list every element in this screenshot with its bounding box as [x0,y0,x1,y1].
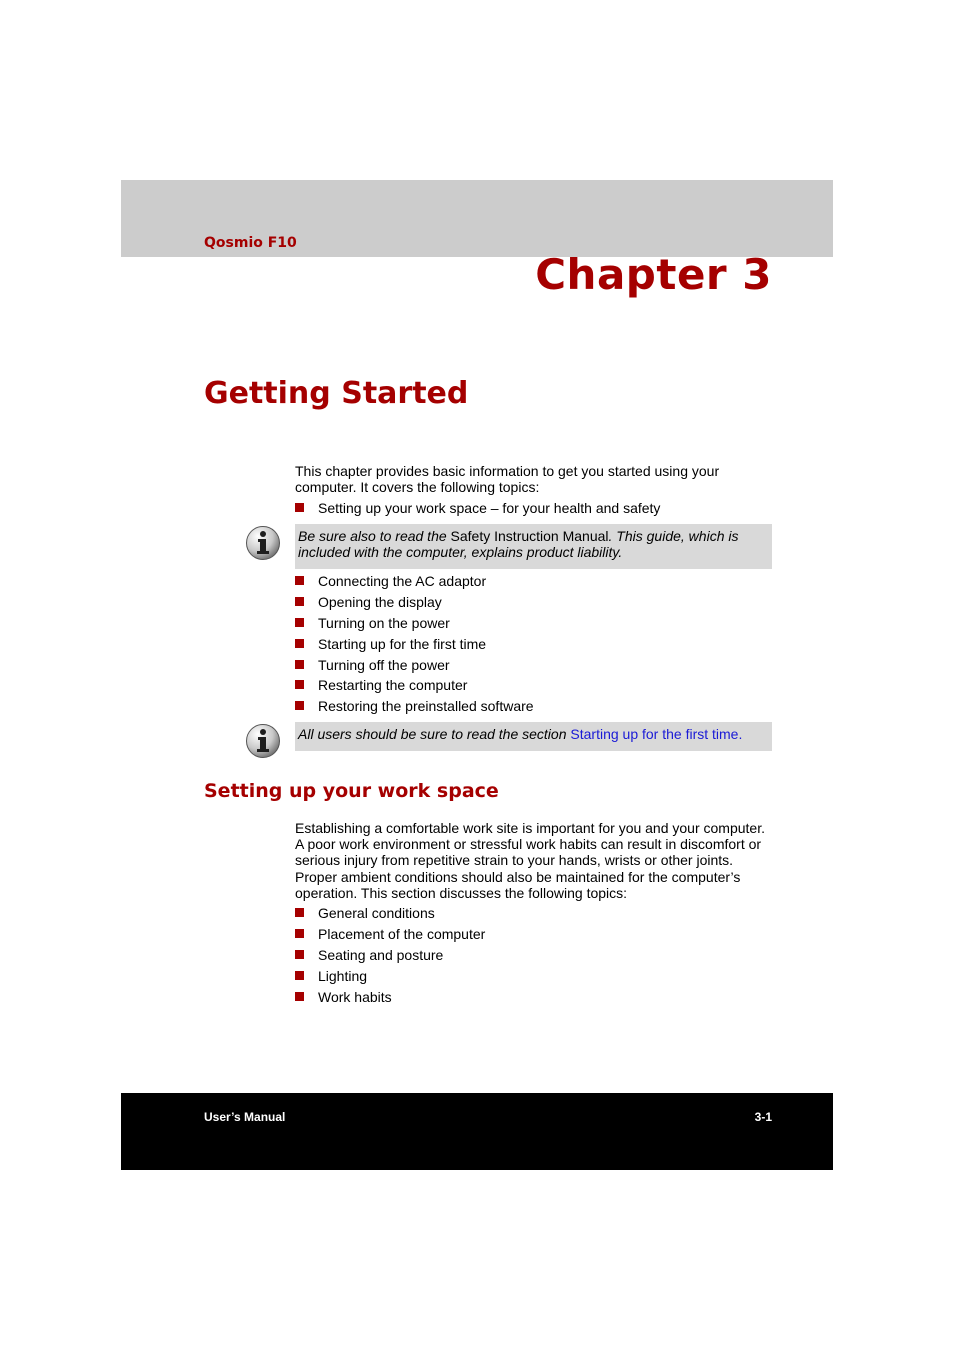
page-title: Getting Started [204,376,469,411]
bullet-square-icon [295,929,304,938]
section-paragraph: Establishing a comfortable work site is important for you and your computer. A poor work environment or stressful work habits can result in discomfort or serious injury from repetitive strain to your hands, wrists or other joints. Proper ambient conditions should also be maintained for the computer’s operation. This section discusses the following topics: [295,820,765,901]
bullet-square-icon [295,660,304,669]
list-item: General conditions [295,905,485,926]
list-item: Starting up for the first time [295,636,534,657]
bullet-square-icon [295,701,304,710]
bullet-square-icon [295,597,304,606]
list-item: Lighting [295,968,485,989]
section-title: Setting up your work space [204,780,499,802]
product-name: Qosmio F10 [204,235,297,251]
footer-band [121,1093,833,1170]
list-item: Restarting the computer [295,677,534,698]
list-item: Restoring the preinstalled software [295,698,534,719]
bullet-square-icon [295,908,304,917]
list-item: Work habits [295,989,485,1010]
intro-topic-list [295,500,660,521]
list-item: Seating and posture [295,947,485,968]
topic-list [295,573,534,719]
bullet-square-icon [295,576,304,585]
bullet-square-icon [295,639,304,648]
bullet-square-icon [295,971,304,980]
note-first-time: All users should be sure to read the section Starting up for the first time. [295,722,772,751]
intro-paragraph: This chapter provides basic information to get you started using your computer. It covers the following topics: [295,463,720,496]
bullet-square-icon [295,680,304,689]
list-item: Setting up your work space – for your health and safety [295,500,660,521]
info-icon [245,723,281,759]
bullet-square-icon [295,992,304,1001]
list-item: Placement of the computer [295,926,485,947]
section-topic-list [295,905,485,1009]
list-item: Connecting the AC adaptor [295,573,534,594]
list-item: Turning on the power [295,615,534,636]
bullet-square-icon [295,503,304,512]
list-item: Turning off the power [295,657,534,678]
note-safety: Be sure also to read the Safety Instruction Manual. This guide, which is included with the computer, explains product liability. [295,524,772,569]
list-item: Opening the display [295,594,534,615]
page-number: 3-1 [754,1110,772,1124]
link-starting-up-first-time[interactable]: Starting up for the first time [570,726,739,742]
bullet-square-icon [295,950,304,959]
chapter-label: Chapter 3 [535,250,772,299]
info-icon [245,525,281,561]
footer-manual-label: User’s Manual [204,1110,286,1124]
bullet-square-icon [295,618,304,627]
